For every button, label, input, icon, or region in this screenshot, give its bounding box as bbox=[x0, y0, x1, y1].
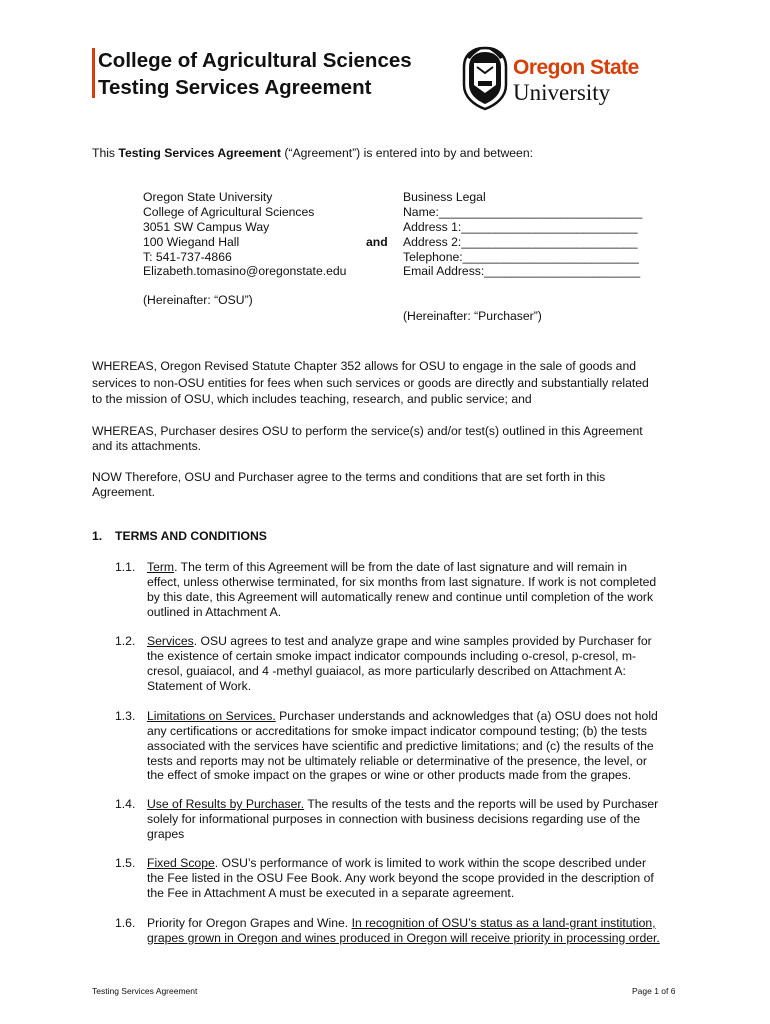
now-therefore-line: Agreement. bbox=[92, 485, 156, 499]
clause-line: Statement of Work. bbox=[147, 679, 252, 693]
whereas-1-line: WHEREAS, Oregon Revised Statute Chapter 352 allows for OSU to engage in the sale of goods and bbox=[92, 359, 637, 373]
logo-wordmark-university: University bbox=[513, 80, 611, 105]
clause-number: 1.3. bbox=[115, 709, 136, 723]
clause-line: associated with the services have scientific and predictive limitations; and (c) the results of the bbox=[147, 739, 654, 753]
clause-line: by this date, this Agreement will automatically renew and continue until completion of the work bbox=[147, 590, 654, 604]
whereas-1-line: to the mission of OSU, which includes teaching, research, and public service; and bbox=[92, 392, 532, 406]
logo-wordmark-oregon-state: Oregon State bbox=[513, 56, 639, 79]
clause-line: the Fee in Attachment A must be executed in a separate agreement. bbox=[147, 886, 515, 900]
purchaser-address2-field[interactable]: Address 2:__________________________ bbox=[403, 235, 638, 249]
document-title-line2: Testing Services Agreement bbox=[98, 76, 372, 99]
clause-line: grapes grown in Oregon and wines produced in Oregon will receive priority in processing order. bbox=[147, 931, 660, 945]
osu-address-line: College of Agricultural Sciences bbox=[143, 205, 315, 219]
clause-line: grapes bbox=[147, 827, 185, 841]
footer-document-name: Testing Services Agreement bbox=[92, 986, 198, 996]
and-label: and bbox=[366, 235, 388, 249]
purchaser-email-field[interactable]: Email Address:_______________________ bbox=[403, 264, 641, 278]
clause-1-6: Priority for Oregon Grapes and Wine. In recognition of OSU’s status as a land-grant institution, bbox=[147, 916, 656, 930]
osu-address-line: 100 Wiegand Hall bbox=[143, 235, 240, 249]
clause-1-4: Use of Results by Purchaser. The results of the tests and the reports will be used by Purchaser bbox=[147, 797, 659, 811]
clause-line: the Fee listed in the OSU Fee Book. Any work beyond the scope provided in the description of bbox=[147, 871, 654, 885]
clause-line: tests and reports may not be ultimately reliable or determinative of the presence, the level, or bbox=[147, 754, 647, 768]
clause-number: 1.4. bbox=[115, 797, 136, 811]
clause-number: 1.1. bbox=[115, 560, 136, 574]
intro-sentence: This Testing Services Agreement (“Agreement”) is entered into by and between: bbox=[92, 146, 533, 160]
clause-number: 1.2. bbox=[115, 634, 136, 648]
clause-line: solely for informational purposes in connection with business decisions regarding use of the bbox=[147, 812, 641, 826]
purchaser-name-field[interactable]: Name:______________________________ bbox=[403, 205, 643, 219]
purchaser-telephone-field[interactable]: Telephone:__________________________ bbox=[403, 250, 639, 264]
purchaser-address1-field[interactable]: Address 1:__________________________ bbox=[403, 220, 638, 234]
clause-1-5: Fixed Scope. OSU’s performance of work is limited to work within the scope described under bbox=[147, 856, 647, 870]
hereinafter-purchaser: (Hereinafter: “Purchaser”) bbox=[403, 309, 542, 323]
osu-address-line: T: 541-737-4866 bbox=[143, 250, 232, 264]
section-title: TERMS AND CONDITIONS bbox=[115, 529, 267, 543]
now-therefore-line: NOW Therefore, OSU and Purchaser agree to the terms and conditions that are set forth in this bbox=[92, 470, 606, 484]
title-accent-bar bbox=[92, 48, 95, 98]
whereas-2-line: WHEREAS, Purchaser desires OSU to perform the service(s) and/or test(s) outlined in this Agreement bbox=[92, 424, 643, 438]
clause-number: 1.5. bbox=[115, 856, 136, 870]
osu-address-line: Oregon State University bbox=[143, 190, 273, 204]
osu-seal-icon bbox=[460, 45, 510, 111]
document-title-line1: College of Agricultural Sciences bbox=[98, 49, 412, 72]
clause-line: cresol, guaiacol, and 4 -methyl guaiacol, as more particularly described on Attachment A: bbox=[147, 664, 626, 678]
clause-number: 1.6. bbox=[115, 916, 136, 930]
clause-line: outlined in Attachment A. bbox=[147, 605, 282, 619]
clause-1-2: Services. OSU agrees to test and analyze grape and wine samples provided by Purchaser for bbox=[147, 634, 652, 648]
clause-line: any certifications or accreditations for smoke impact indicator compound testing; (b) the tests bbox=[147, 724, 647, 738]
hereinafter-osu: (Hereinafter: “OSU”) bbox=[143, 293, 253, 307]
purchaser-field-label: Business Legal bbox=[403, 190, 486, 204]
section-number: 1. bbox=[92, 529, 103, 543]
clause-line: effect, unless otherwise terminated, for six months from last signature. If work is not completed bbox=[147, 575, 657, 589]
clause-line: the effect of smoke impact on the grapes or wine or other products made from the grapes. bbox=[147, 768, 632, 782]
osu-email: Elizabeth.tomasino@oregonstate.edu bbox=[143, 264, 347, 278]
whereas-2-line: and its attachments. bbox=[92, 439, 202, 453]
clause-1-3: Limitations on Services. Purchaser understands and acknowledges that (a) OSU does not hold bbox=[147, 709, 658, 723]
clause-1-1: Term. The term of this Agreement will be from the date of last signature and will remain in bbox=[147, 560, 628, 574]
osu-address-line: 3051 SW Campus Way bbox=[143, 220, 270, 234]
clause-line: the existence of certain smoke impact indicator compounds including o-cresol, p-cresol, m- bbox=[147, 649, 637, 663]
whereas-1-line: services to non-OSU entities for fees when such services or goods are directly and substantially related bbox=[92, 376, 649, 390]
footer-page-number: Page 1 of 6 bbox=[632, 986, 676, 996]
